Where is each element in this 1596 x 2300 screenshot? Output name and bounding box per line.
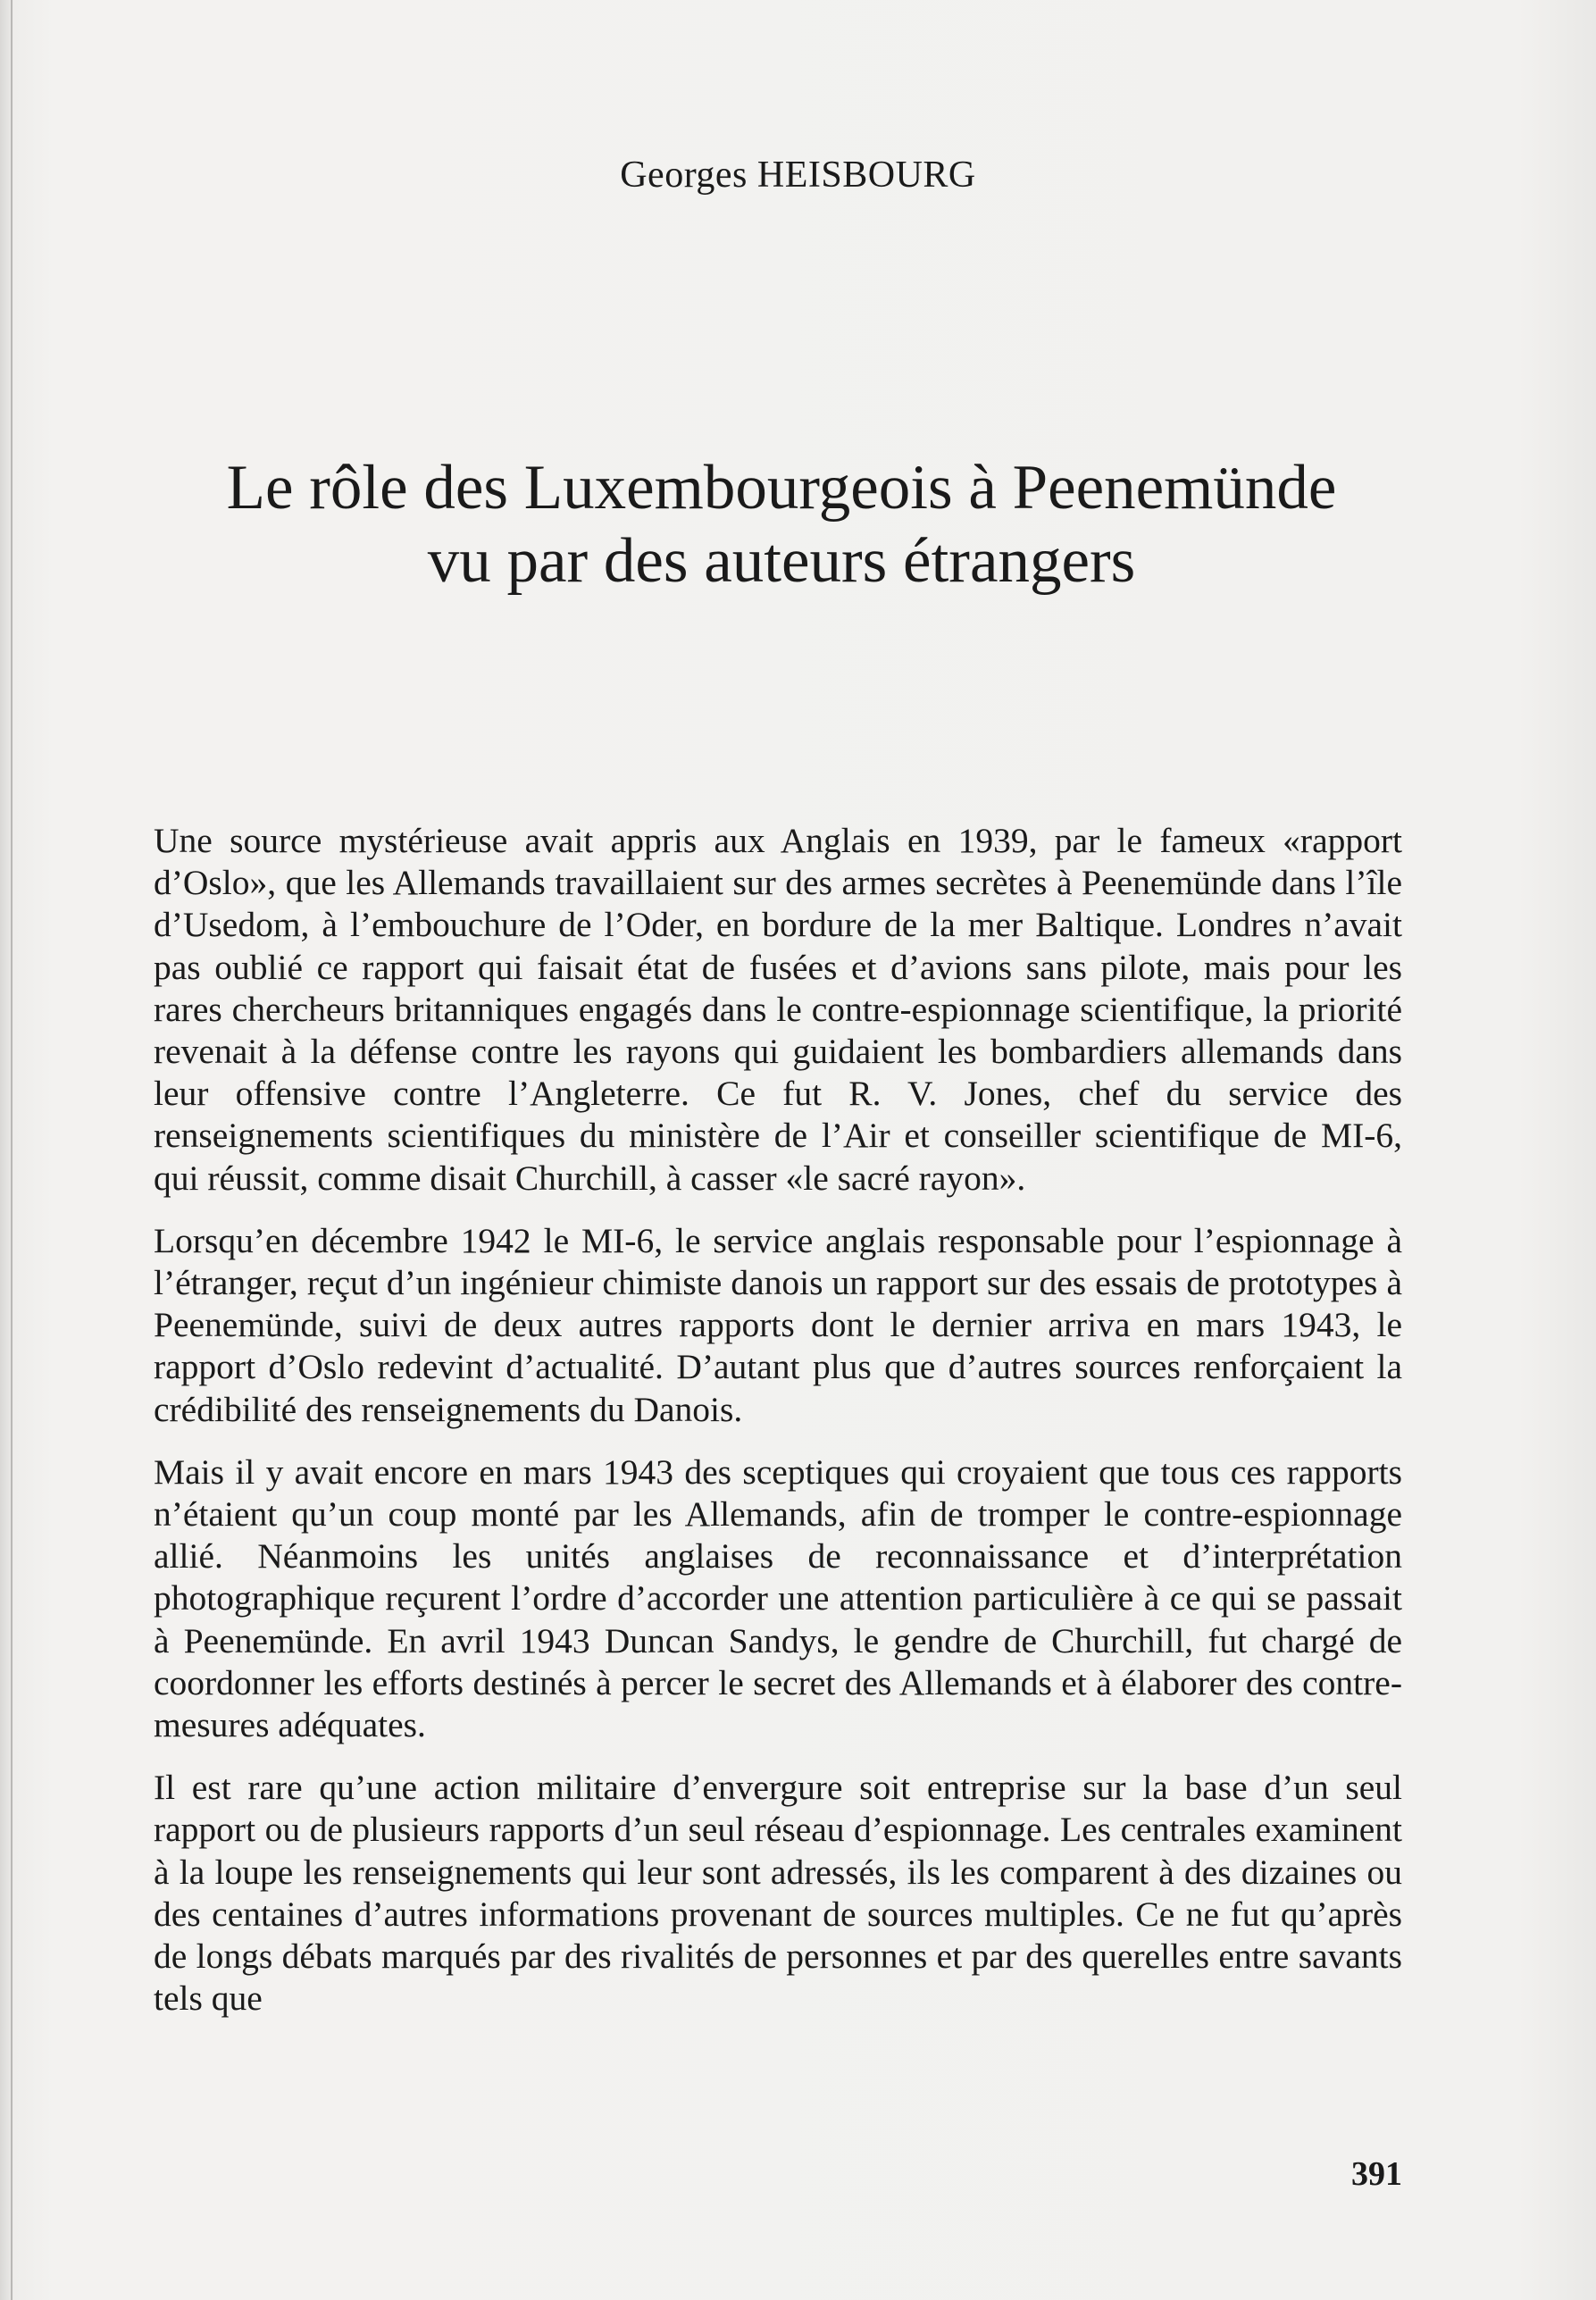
body-paragraph-2: Lorsqu’en décembre 1942 le MI-6, le service anglais responsable pour l’espionnage à l’étranger, reçut d’un ingénieur chimiste danois un rapport sur des essais de prototypes à Peenemünde, suivi de deux autres rapports dont le dernier arriva en mars 1943, le rapport d’Oslo redevint d’actualité. D’autant plus que d’autres sources renforçaient la crédibilité des renseignements du Danois. <box>154 1220 1402 1429</box>
body-paragraph-4: Il est rare qu’une action militaire d’envergure soit entreprise sur la base d’un seul rapport ou de plusieurs rapports d’un seul réseau d’espionnage. Les centrales examinent à la loupe les renseignements qui leur sont adressés, ils les comparent à des dizaines ou des centaines d’autres informations provenant de sources multiples. Ce ne fut qu’après de longs débats marqués par des rivalités de personnes et par des querelles entre savants tels que <box>154 1768 1402 2019</box>
author-name: Georges HEISBOURG <box>620 155 976 196</box>
body-paragraph-3: Mais il y avait encore en mars 1943 des sceptiques qui croyaient que tous ces rapports n’étaient qu’un coup monté par les Allemands, afin de tromper le contre-espionnage allié. Néanmoins les unités anglaises de reconnaissance et d’interprétation photographique reçurent l’ordre d’accorder une attention particulière à ce qui se passait à Peenemünde. En avril 1943 Duncan Sandys, le gendre de Churchill, fut chargé de coordonner les efforts destinés à percer le secret des Allemands et à élaborer des contre-mesures adéquates. <box>154 1451 1402 1745</box>
article-body <box>154 820 1402 2040</box>
body-paragraph-1: Une source mystérieuse avait appris aux Anglais en 1939, par le fameux «rapport d’Oslo», que les Allemands travaillaient sur des armes secrètes à Peenemünde dans l’île d’Usedom, à l’embouchure de l’Oder, en bordure de la mer Baltique. Londres n’avait pas oublié ce rapport qui faisait état de fusées et d’avions sans pilote, mais pour les rares chercheurs britanniques engagés dans le contre-espionnage scientifique, la priorité revenait à la défense contre les rayons qui guidaient les bombardiers allemands dans leur offensive contre l’Angleterre. Ce fut R. V. Jones, chef du service des renseignements scientifiques du ministère de l’Air et conseiller scientifique de MI-6, qui réussit, comme disait Churchill, à casser «le sacré rayon». <box>154 821 1402 1198</box>
page-number: 391 <box>1351 2155 1402 2193</box>
page-gutter-edge <box>11 0 13 2300</box>
article-title <box>125 451 1438 598</box>
article-title-line-2: vu par des auteurs étrangers <box>427 526 1136 596</box>
article-title-line-1: Le rôle des Luxembourgeois à Peenemünde <box>226 453 1337 523</box>
